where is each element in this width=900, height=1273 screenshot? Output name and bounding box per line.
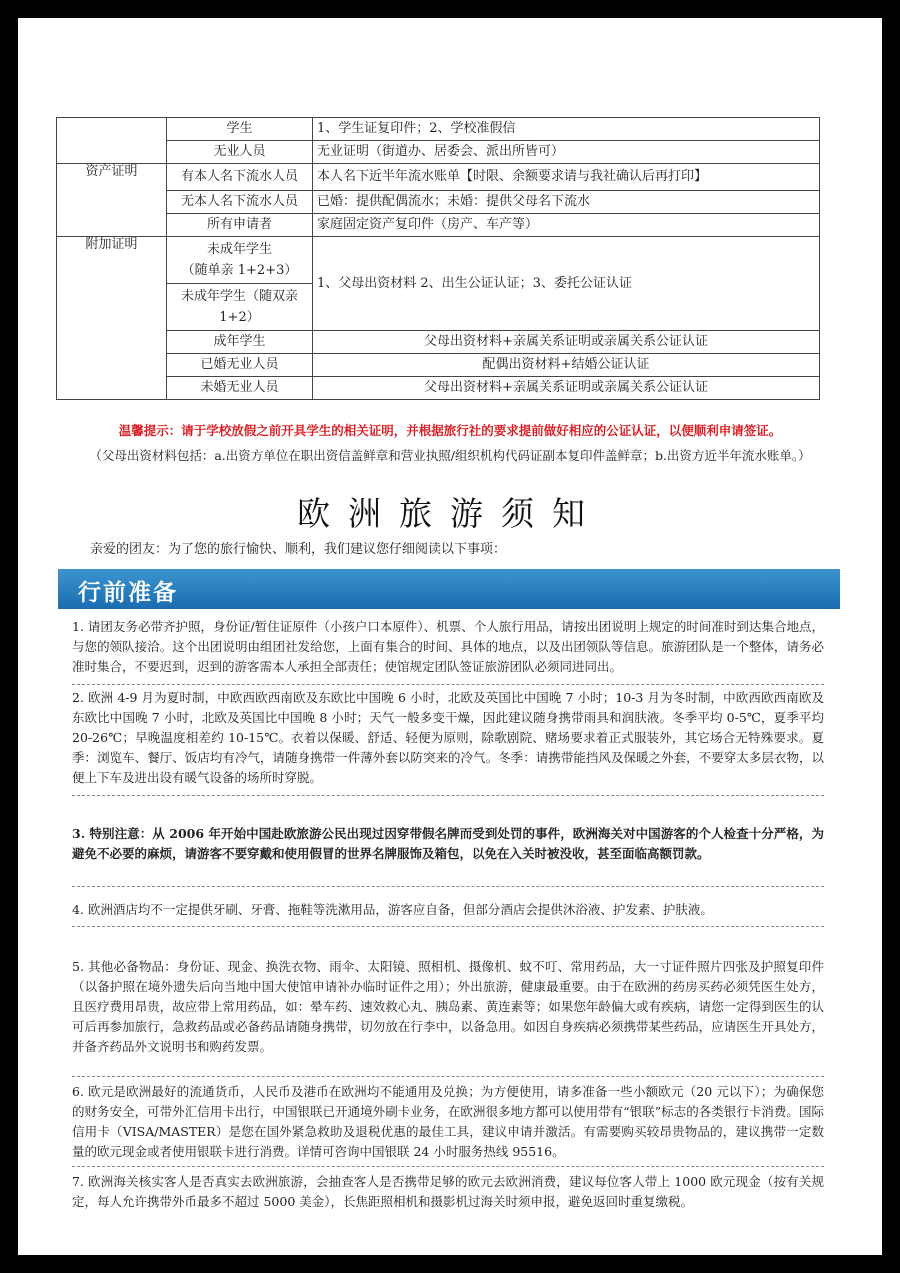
- applicant-type: [167, 237, 313, 284]
- applicant-type: 无本人名下流水人员: [167, 191, 313, 214]
- divider: [72, 795, 824, 796]
- applicant-type: [167, 284, 313, 331]
- applicant-type-line1: 未成年学生: [206, 242, 272, 257]
- applicant-type-line2: 1+2）: [219, 310, 260, 325]
- section-banner: [58, 569, 840, 609]
- table-row: [57, 141, 820, 164]
- requirement: 本人名下近半年流水账单【时限、余额要求请与我社确认后再打印】: [313, 164, 820, 191]
- divider: [72, 1166, 824, 1167]
- requirement: 无业证明（街道办、居委会、派出所皆可）: [313, 141, 820, 164]
- applicant-type-line1: 未成年学生（随双亲: [180, 289, 298, 304]
- divider: [72, 926, 824, 927]
- section-banner-label: 行前准备: [78, 580, 178, 606]
- applicant-type: 有本人名下流水人员: [167, 164, 313, 191]
- notice-item: 4. 欧洲酒店均不一定提供牙刷、牙膏、拖鞋等洗漱用品，游客应自备，但部分酒店会提供沐浴液、护发素、护肤液。: [72, 902, 713, 917]
- category-asset-proof: 资产证明: [57, 164, 167, 237]
- requirement: 1、学生证复印件；2、学校准假信: [313, 118, 820, 141]
- funding-note: （父母出资材料包括：a.出资方单位在职出资信盖鲜章和营业执照/组织机构代码证副本复印件盖鲜章；b.出资方近半年流水账单。）: [89, 448, 811, 463]
- applicant-type-line2: （随单亲 1+2+3）: [181, 263, 298, 278]
- notice-item: 6. 欧元是欧洲最好的流通货币，人民币及港币在欧洲均不能通用及兑换；为方便使用，请多准备一些小额欧元（20 元以下）；为确保您的财务安全，可带外汇信用卡出行，中国银联已开通境外刷卡业务，在欧洲很多地方都可以使用带有“银联”标志的各类银行卡消费。国际信用卡（VISA/MASTER）是您在国外紧急救助及退税优惠的最佳工具，建议申请并激活。有需要购买较昂贵物品的，建议携带一定数量的欧元现金或者使用银联卡进行消费。详情可咨询中国银联 24 小时服务热线 95516。: [72, 1084, 824, 1159]
- requirement: 已婚：提供配偶流水；未婚：提供父母名下流水: [313, 191, 820, 214]
- requirement: 配偶出资材料+结婚公证认证: [313, 354, 820, 377]
- table-row: [57, 377, 820, 400]
- notice-item: 7. 欧洲海关核实客人是否真实去欧洲旅游，会抽查客人是否携带足够的欧元去欧洲消费，建议每位客人带上 1000 欧元现金（按有关规定，每人允许携带外币最多不超过 5000 美金），长焦距照相机和摄影机过海关时须申报，避免返回时重复缴税。: [72, 1174, 824, 1209]
- page-title: 欧洲旅游须知: [297, 494, 603, 533]
- divider: [72, 684, 824, 685]
- table-row: [57, 237, 820, 284]
- requirement: 父母出资材料+亲属关系证明或亲属关系公证认证: [313, 331, 820, 354]
- notice-item: 1. 请团友务必带齐护照，身份证/暂住证原件（小孩户口本原件）、机票、个人旅行用品，请按出团说明上规定的时间准时到达集合地点，与您的领队接洽。这个出团说明由组团社发给您，上面有集合的时间、具体的地点，以及出团领队等信息。旅游团队是一个整体，请务必准时集合，不要迟到，迟到的游客需本人承担全部责任；使馆规定团队签证旅游团队必须同进同出。: [72, 619, 824, 674]
- divider: [72, 886, 824, 887]
- notice-item: 5. 其他必备物品：身份证、现金、换洗衣物、雨伞、太阳镜、照相机、摄像机、蚊不叮、常用药品，大一寸证件照片四张及护照复印件（以备护照在境外遗失后向当地中国大使馆申请补办临时证件之用）；外出旅游，健康最重要。由于在欧洲的药房买药必须凭医生处方，且医疗费用昂贵，故应带上常用药品，如：晕车药、速效救心丸、胰岛素、黄连素等；如果您年龄偏大或有疾病，请您一定得到医生的认可后再参加旅行，急救药品或必备药品请随身携带，切勿放在行李中，以备急用。如因自身疾病必须携带某些药品，应请医生开具处方，并备齐药品外文说明书和购药发票。: [72, 959, 824, 1054]
- category-additional-proof: 附加证明: [57, 237, 167, 400]
- applicant-type: 无业人员: [167, 141, 313, 164]
- applicant-type: 所有申请者: [167, 214, 313, 237]
- warm-tip: 温馨提示：请于学校放假之前开具学生的相关证明，并根据旅行社的要求提前做好相应的公证认证，以便顺利申请签证。: [118, 423, 782, 438]
- greeting: 亲爱的团友：为了您的旅行愉快、顺利，我们建议您仔细阅读以下事项：: [90, 542, 507, 557]
- requirement: 家庭固定资产复印件（房产、车产等）: [313, 214, 820, 237]
- table-row: [57, 331, 820, 354]
- notice-item: 2. 欧洲 4-9 月为夏时制，中欧西欧西南欧及东欧比中国晚 6 小时，北欧及英国比中国晚 7 小时；10-3 月为冬时制，中欧西欧西南欧及东欧比中国晚 7 小时，北欧及英国比中国晚 8 小时；天气一般多变干燥，因此建议随身携带雨具和润肤液。冬季平均 0-5℃，夏季平均 20-26℃；早晚温度相差约 10-15℃。衣着以保暖、舒适、轻便为原则，除歌剧院、赌场要求着正式服装外，其它场合无特殊要求。夏季：浏览车、餐厅、饭店均有冷气，请随身携带一件薄外套以防突来的冷气。冬季：请携带能挡风及保暖之外套，不要穿太多层衣物，以便上下车及进出设有暖气设备的场所时穿脱。: [72, 690, 824, 785]
- applicant-type: 已婚无业人员: [167, 354, 313, 377]
- applicant-type: 成年学生: [167, 331, 313, 354]
- requirement: 父母出资材料+亲属关系证明或亲属关系公证认证: [313, 377, 820, 400]
- category-blank: [57, 118, 167, 164]
- applicant-type: 未婚无业人员: [167, 377, 313, 400]
- table-row: [57, 118, 820, 141]
- table-row: [57, 164, 820, 191]
- table-row: [57, 191, 820, 214]
- applicant-type: 学生: [167, 118, 313, 141]
- requirement-minors: 1、父母出资材料 2、出生公证认证；3、委托公证认证: [313, 237, 820, 331]
- notice-item-important: 3. 特别注意：从 2006 年开始中国赴欧旅游公民出现过因穿带假名牌而受到处罚的事件，欧洲海关对中国游客的个人检查十分严格，为避免不必要的麻烦，请游客不要穿戴和使用假冒的世界名牌服饰及箱包，以免在入关时被没收，甚至面临高额罚款。: [72, 826, 824, 861]
- divider: [72, 1076, 824, 1077]
- table-row: [57, 214, 820, 237]
- requirements-table: [56, 117, 820, 400]
- document-page: [18, 18, 882, 1255]
- table-row: [57, 354, 820, 377]
